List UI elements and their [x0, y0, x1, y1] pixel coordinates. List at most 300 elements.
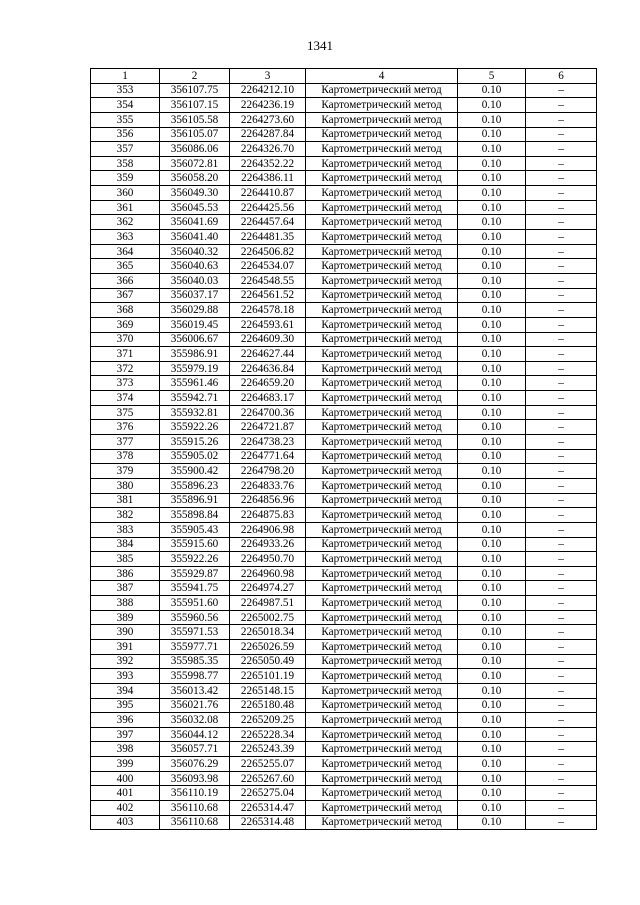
table-row	[91, 332, 597, 347]
y-coordinate-cell: 2265243.39	[230, 742, 306, 757]
table-row	[91, 522, 597, 537]
note-cell: –	[526, 259, 597, 274]
column-header: 4	[306, 69, 458, 84]
y-coordinate-cell: 2265314.48	[230, 815, 306, 830]
method-cell: Картометрический метод	[306, 464, 458, 479]
x-coordinate-cell: 355898.84	[160, 508, 230, 523]
table-row	[91, 449, 597, 464]
method-cell: Картометрический метод	[306, 332, 458, 347]
table-row	[91, 127, 597, 142]
method-cell: Картометрический метод	[306, 186, 458, 201]
column-header: 3	[230, 69, 306, 84]
accuracy-cell: 0.10	[458, 435, 526, 450]
accuracy-cell: 0.10	[458, 347, 526, 362]
y-coordinate-cell: 2264950.70	[230, 552, 306, 567]
note-cell: –	[526, 317, 597, 332]
method-cell: Картометрический метод	[306, 361, 458, 376]
accuracy-cell: 0.10	[458, 552, 526, 567]
y-coordinate-cell: 2264833.76	[230, 478, 306, 493]
y-coordinate-cell: 2264987.51	[230, 596, 306, 611]
point-number-cell: 355	[91, 112, 160, 127]
point-number-cell: 377	[91, 435, 160, 450]
accuracy-cell: 0.10	[458, 464, 526, 479]
accuracy-cell: 0.10	[458, 244, 526, 259]
accuracy-cell: 0.10	[458, 639, 526, 654]
method-cell: Картометрический метод	[306, 273, 458, 288]
accuracy-cell: 0.10	[458, 683, 526, 698]
y-coordinate-cell: 2264875.83	[230, 508, 306, 523]
x-coordinate-cell: 356110.68	[160, 815, 230, 830]
table-row	[91, 683, 597, 698]
table-row	[91, 581, 597, 596]
note-cell: –	[526, 713, 597, 728]
method-cell: Картометрический метод	[306, 771, 458, 786]
point-number-cell: 396	[91, 713, 160, 728]
point-number-cell: 397	[91, 727, 160, 742]
table-row	[91, 654, 597, 669]
accuracy-cell: 0.10	[458, 332, 526, 347]
note-cell: –	[526, 654, 597, 669]
table-row	[91, 610, 597, 625]
note-cell: –	[526, 771, 597, 786]
method-cell: Картометрический метод	[306, 669, 458, 684]
x-coordinate-cell: 356041.40	[160, 230, 230, 245]
y-coordinate-cell: 2265267.60	[230, 771, 306, 786]
y-coordinate-cell: 2264960.98	[230, 566, 306, 581]
x-coordinate-cell: 355951.60	[160, 596, 230, 611]
note-cell: –	[526, 478, 597, 493]
point-number-cell: 365	[91, 259, 160, 274]
table-row	[91, 112, 597, 127]
y-coordinate-cell: 2264236.19	[230, 98, 306, 113]
method-cell: Картометрический метод	[306, 742, 458, 757]
note-cell: –	[526, 273, 597, 288]
x-coordinate-cell: 356032.08	[160, 713, 230, 728]
method-cell: Картометрический метод	[306, 537, 458, 552]
method-cell: Картометрический метод	[306, 420, 458, 435]
x-coordinate-cell: 355986.91	[160, 347, 230, 362]
method-cell: Картометрический метод	[306, 581, 458, 596]
y-coordinate-cell: 2264636.84	[230, 361, 306, 376]
x-coordinate-cell: 356006.67	[160, 332, 230, 347]
point-number-cell: 388	[91, 596, 160, 611]
accuracy-cell: 0.10	[458, 801, 526, 816]
column-header: 5	[458, 69, 526, 84]
note-cell: –	[526, 537, 597, 552]
method-cell: Картометрический метод	[306, 654, 458, 669]
point-number-cell: 399	[91, 757, 160, 772]
note-cell: –	[526, 156, 597, 171]
point-number-cell: 391	[91, 639, 160, 654]
point-number-cell: 381	[91, 493, 160, 508]
table-row	[91, 771, 597, 786]
x-coordinate-cell: 355905.02	[160, 449, 230, 464]
y-coordinate-cell: 2265255.07	[230, 757, 306, 772]
point-number-cell: 380	[91, 478, 160, 493]
point-number-cell: 375	[91, 405, 160, 420]
x-coordinate-cell: 356040.63	[160, 259, 230, 274]
method-cell: Картометрический метод	[306, 142, 458, 157]
method-cell: Картометрический метод	[306, 98, 458, 113]
x-coordinate-cell: 355922.26	[160, 420, 230, 435]
note-cell: –	[526, 435, 597, 450]
note-cell: –	[526, 98, 597, 113]
point-number-cell: 369	[91, 317, 160, 332]
point-number-cell: 363	[91, 230, 160, 245]
accuracy-cell: 0.10	[458, 610, 526, 625]
method-cell: Картометрический метод	[306, 288, 458, 303]
x-coordinate-cell: 356037.17	[160, 288, 230, 303]
note-cell: –	[526, 391, 597, 406]
x-coordinate-cell: 356110.19	[160, 786, 230, 801]
y-coordinate-cell: 2264578.18	[230, 303, 306, 318]
x-coordinate-cell: 356105.07	[160, 127, 230, 142]
table-row	[91, 171, 597, 186]
y-coordinate-cell: 2265275.04	[230, 786, 306, 801]
accuracy-cell: 0.10	[458, 171, 526, 186]
point-number-cell: 400	[91, 771, 160, 786]
table-row	[91, 230, 597, 245]
y-coordinate-cell: 2264659.20	[230, 376, 306, 391]
x-coordinate-cell: 356058.20	[160, 171, 230, 186]
accuracy-cell: 0.10	[458, 288, 526, 303]
point-number-cell: 368	[91, 303, 160, 318]
method-cell: Картометрический метод	[306, 522, 458, 537]
y-coordinate-cell: 2264798.20	[230, 464, 306, 479]
x-coordinate-cell: 355971.53	[160, 625, 230, 640]
method-cell: Картометрический метод	[306, 449, 458, 464]
accuracy-cell: 0.10	[458, 508, 526, 523]
accuracy-cell: 0.10	[458, 361, 526, 376]
point-number-cell: 357	[91, 142, 160, 157]
y-coordinate-cell: 2264410.87	[230, 186, 306, 201]
table-row	[91, 244, 597, 259]
table-row	[91, 376, 597, 391]
table-row	[91, 464, 597, 479]
note-cell: –	[526, 405, 597, 420]
point-number-cell: 376	[91, 420, 160, 435]
y-coordinate-cell: 2264609.30	[230, 332, 306, 347]
point-number-cell: 394	[91, 683, 160, 698]
method-cell: Картометрический метод	[306, 405, 458, 420]
accuracy-cell: 0.10	[458, 420, 526, 435]
point-number-cell: 371	[91, 347, 160, 362]
accuracy-cell: 0.10	[458, 786, 526, 801]
x-coordinate-cell: 356041.69	[160, 215, 230, 230]
x-coordinate-cell: 355977.71	[160, 639, 230, 654]
y-coordinate-cell: 2265018.34	[230, 625, 306, 640]
table-row	[91, 478, 597, 493]
method-cell: Картометрический метод	[306, 127, 458, 142]
x-coordinate-cell: 356076.29	[160, 757, 230, 772]
accuracy-cell: 0.10	[458, 156, 526, 171]
x-coordinate-cell: 356040.32	[160, 244, 230, 259]
note-cell: –	[526, 669, 597, 684]
method-cell: Картометрический метод	[306, 317, 458, 332]
accuracy-cell: 0.10	[458, 742, 526, 757]
y-coordinate-cell: 2265026.59	[230, 639, 306, 654]
x-coordinate-cell: 355915.26	[160, 435, 230, 450]
note-cell: –	[526, 449, 597, 464]
y-coordinate-cell: 2264386.11	[230, 171, 306, 186]
note-cell: –	[526, 698, 597, 713]
x-coordinate-cell: 355929.87	[160, 566, 230, 581]
accuracy-cell: 0.10	[458, 815, 526, 830]
accuracy-cell: 0.10	[458, 537, 526, 552]
method-cell: Картометрический метод	[306, 786, 458, 801]
point-number-cell: 379	[91, 464, 160, 479]
x-coordinate-cell: 355960.56	[160, 610, 230, 625]
y-coordinate-cell: 2264273.60	[230, 112, 306, 127]
accuracy-cell: 0.10	[458, 112, 526, 127]
accuracy-cell: 0.10	[458, 273, 526, 288]
point-number-cell: 390	[91, 625, 160, 640]
table-row	[91, 435, 597, 450]
note-cell: –	[526, 566, 597, 581]
table-row	[91, 200, 597, 215]
point-number-cell: 398	[91, 742, 160, 757]
note-cell: –	[526, 639, 597, 654]
x-coordinate-cell: 356045.53	[160, 200, 230, 215]
method-cell: Картометрический метод	[306, 508, 458, 523]
accuracy-cell: 0.10	[458, 83, 526, 98]
accuracy-cell: 0.10	[458, 654, 526, 669]
method-cell: Картометрический метод	[306, 376, 458, 391]
x-coordinate-cell: 355998.77	[160, 669, 230, 684]
accuracy-cell: 0.10	[458, 376, 526, 391]
accuracy-cell: 0.10	[458, 727, 526, 742]
note-cell: –	[526, 186, 597, 201]
y-coordinate-cell: 2264856.96	[230, 493, 306, 508]
accuracy-cell: 0.10	[458, 200, 526, 215]
table-row	[91, 786, 597, 801]
accuracy-cell: 0.10	[458, 713, 526, 728]
table-row	[91, 391, 597, 406]
point-number-cell: 393	[91, 669, 160, 684]
x-coordinate-cell: 355979.19	[160, 361, 230, 376]
table-row	[91, 83, 597, 98]
x-coordinate-cell: 355915.60	[160, 537, 230, 552]
y-coordinate-cell: 2265209.25	[230, 713, 306, 728]
method-cell: Картометрический метод	[306, 171, 458, 186]
table-row	[91, 215, 597, 230]
method-cell: Картометрический метод	[306, 435, 458, 450]
table-row	[91, 156, 597, 171]
x-coordinate-cell: 356110.68	[160, 801, 230, 816]
x-coordinate-cell: 356086.06	[160, 142, 230, 157]
x-coordinate-cell: 356057.71	[160, 742, 230, 757]
point-number-cell: 362	[91, 215, 160, 230]
accuracy-cell: 0.10	[458, 142, 526, 157]
column-header: 2	[160, 69, 230, 84]
note-cell: –	[526, 376, 597, 391]
table-row	[91, 625, 597, 640]
coordinates-table	[90, 68, 597, 830]
x-coordinate-cell: 356107.75	[160, 83, 230, 98]
method-cell: Картометрический метод	[306, 683, 458, 698]
accuracy-cell: 0.10	[458, 405, 526, 420]
y-coordinate-cell: 2265314.47	[230, 801, 306, 816]
note-cell: –	[526, 420, 597, 435]
x-coordinate-cell: 356013.42	[160, 683, 230, 698]
y-coordinate-cell: 2264700.36	[230, 405, 306, 420]
note-cell: –	[526, 508, 597, 523]
point-number-cell: 359	[91, 171, 160, 186]
note-cell: –	[526, 727, 597, 742]
note-cell: –	[526, 244, 597, 259]
accuracy-cell: 0.10	[458, 317, 526, 332]
y-coordinate-cell: 2264906.98	[230, 522, 306, 537]
note-cell: –	[526, 200, 597, 215]
table-row	[91, 303, 597, 318]
method-cell: Картометрический метод	[306, 391, 458, 406]
method-cell: Картометрический метод	[306, 83, 458, 98]
point-number-cell: 378	[91, 449, 160, 464]
x-coordinate-cell: 355900.42	[160, 464, 230, 479]
y-coordinate-cell: 2265228.34	[230, 727, 306, 742]
accuracy-cell: 0.10	[458, 566, 526, 581]
point-number-cell: 389	[91, 610, 160, 625]
method-cell: Картометрический метод	[306, 493, 458, 508]
method-cell: Картометрический метод	[306, 112, 458, 127]
accuracy-cell: 0.10	[458, 127, 526, 142]
table-body	[91, 83, 597, 830]
accuracy-cell: 0.10	[458, 391, 526, 406]
point-number-cell: 373	[91, 376, 160, 391]
point-number-cell: 361	[91, 200, 160, 215]
note-cell: –	[526, 112, 597, 127]
table-row	[91, 669, 597, 684]
point-number-cell: 370	[91, 332, 160, 347]
y-coordinate-cell: 2265050.49	[230, 654, 306, 669]
point-number-cell: 387	[91, 581, 160, 596]
column-header: 6	[526, 69, 597, 84]
table-row	[91, 698, 597, 713]
y-coordinate-cell: 2264326.70	[230, 142, 306, 157]
x-coordinate-cell: 356105.58	[160, 112, 230, 127]
y-coordinate-cell: 2265148.15	[230, 683, 306, 698]
point-number-cell: 353	[91, 83, 160, 98]
point-number-cell: 403	[91, 815, 160, 830]
y-coordinate-cell: 2264212.10	[230, 83, 306, 98]
method-cell: Картометрический метод	[306, 259, 458, 274]
note-cell: –	[526, 596, 597, 611]
accuracy-cell: 0.10	[458, 186, 526, 201]
point-number-cell: 372	[91, 361, 160, 376]
point-number-cell: 384	[91, 537, 160, 552]
table-row	[91, 288, 597, 303]
x-coordinate-cell: 356029.88	[160, 303, 230, 318]
note-cell: –	[526, 215, 597, 230]
point-number-cell: 360	[91, 186, 160, 201]
point-number-cell: 402	[91, 801, 160, 816]
method-cell: Картометрический метод	[306, 757, 458, 772]
table-header	[91, 69, 597, 84]
table-row	[91, 186, 597, 201]
point-number-cell: 367	[91, 288, 160, 303]
y-coordinate-cell: 2264481.35	[230, 230, 306, 245]
method-cell: Картометрический метод	[306, 815, 458, 830]
accuracy-cell: 0.10	[458, 478, 526, 493]
table-row	[91, 639, 597, 654]
y-coordinate-cell: 2264506.82	[230, 244, 306, 259]
y-coordinate-cell: 2264738.23	[230, 435, 306, 450]
accuracy-cell: 0.10	[458, 581, 526, 596]
accuracy-cell: 0.10	[458, 522, 526, 537]
x-coordinate-cell: 355942.71	[160, 391, 230, 406]
note-cell: –	[526, 171, 597, 186]
accuracy-cell: 0.10	[458, 757, 526, 772]
x-coordinate-cell: 355985.35	[160, 654, 230, 669]
y-coordinate-cell: 2264683.17	[230, 391, 306, 406]
table-row	[91, 405, 597, 420]
method-cell: Картометрический метод	[306, 478, 458, 493]
method-cell: Картометрический метод	[306, 639, 458, 654]
method-cell: Картометрический метод	[306, 347, 458, 362]
table-row	[91, 801, 597, 816]
note-cell: –	[526, 493, 597, 508]
point-number-cell: 356	[91, 127, 160, 142]
point-number-cell: 364	[91, 244, 160, 259]
method-cell: Картометрический метод	[306, 698, 458, 713]
table-row	[91, 757, 597, 772]
note-cell: –	[526, 142, 597, 157]
page-number: 1341	[307, 38, 333, 53]
method-cell: Картометрический метод	[306, 230, 458, 245]
note-cell: –	[526, 683, 597, 698]
method-cell: Картометрический метод	[306, 610, 458, 625]
point-number-cell: 374	[91, 391, 160, 406]
note-cell: –	[526, 581, 597, 596]
method-cell: Картометрический метод	[306, 566, 458, 581]
table-row	[91, 713, 597, 728]
accuracy-cell: 0.10	[458, 98, 526, 113]
y-coordinate-cell: 2265180.48	[230, 698, 306, 713]
point-number-cell: 385	[91, 552, 160, 567]
y-coordinate-cell: 2264721.87	[230, 420, 306, 435]
table-row	[91, 361, 597, 376]
y-coordinate-cell: 2264771.64	[230, 449, 306, 464]
table-row	[91, 98, 597, 113]
table-row	[91, 420, 597, 435]
x-coordinate-cell: 356019.45	[160, 317, 230, 332]
y-coordinate-cell: 2265101.19	[230, 669, 306, 684]
note-cell: –	[526, 786, 597, 801]
accuracy-cell: 0.10	[458, 596, 526, 611]
note-cell: –	[526, 625, 597, 640]
header-row	[91, 69, 597, 84]
x-coordinate-cell: 355896.23	[160, 478, 230, 493]
accuracy-cell: 0.10	[458, 698, 526, 713]
method-cell: Картометрический метод	[306, 727, 458, 742]
table-row	[91, 347, 597, 362]
x-coordinate-cell: 355932.81	[160, 405, 230, 420]
accuracy-cell: 0.10	[458, 215, 526, 230]
x-coordinate-cell: 355922.26	[160, 552, 230, 567]
note-cell: –	[526, 83, 597, 98]
y-coordinate-cell: 2264457.64	[230, 215, 306, 230]
accuracy-cell: 0.10	[458, 449, 526, 464]
y-coordinate-cell: 2264593.61	[230, 317, 306, 332]
note-cell: –	[526, 127, 597, 142]
x-coordinate-cell: 355941.75	[160, 581, 230, 596]
y-coordinate-cell: 2265002.75	[230, 610, 306, 625]
note-cell: –	[526, 288, 597, 303]
y-coordinate-cell: 2264933.26	[230, 537, 306, 552]
accuracy-cell: 0.10	[458, 230, 526, 245]
method-cell: Картометрический метод	[306, 244, 458, 259]
table-row	[91, 552, 597, 567]
